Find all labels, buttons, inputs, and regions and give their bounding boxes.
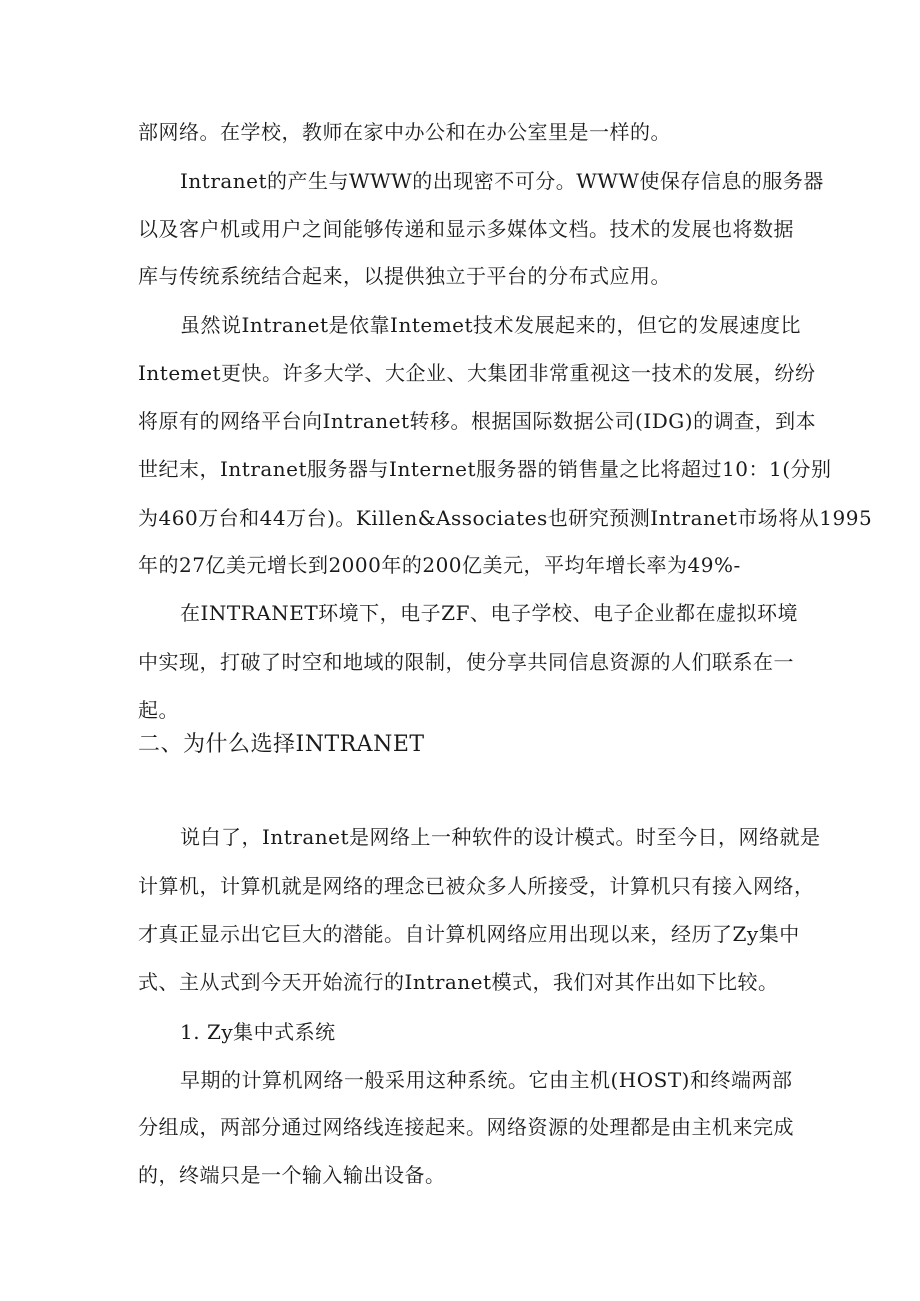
paragraph-6-line-2: 分组成，两部分通过网络线连接起来。网络资源的处理都是由主机来完成 — [138, 1115, 794, 1139]
paragraph-3-line-6: 年的27亿美元增长到2000年的200亿美元，平均年增长率为49%- — [138, 553, 741, 577]
paragraph-3-line-4: 世纪末，Intranet服务器与Internet服务器的销售量之比将超过10：1(分别 — [138, 457, 832, 481]
paragraph-3-line-1: 虽然说Intranet是依靠Intemet技术发展起来的，但它的发展速度比 — [180, 313, 802, 337]
paragraph-4-line-1: 在INTRANET环境下，电子ZF、电子学校、电子企业都在虚拟环境 — [180, 601, 798, 625]
paragraph-4-line-3: 起。 — [138, 698, 179, 722]
paragraph-5-line-1: 说白了，Intranet是网络上一种软件的设计模式。时至今日，网络就是 — [180, 825, 821, 849]
paragraph-2-line-3: 库与传统系统结合起来，以提供独立于平台的分布式应用。 — [138, 264, 671, 288]
paragraph-3-line-2: Intemet更快。许多大学、大企业、大集团非常重视这一技术的发展，纷纷 — [138, 361, 816, 385]
section-heading: 二、为什么选择INTRANET — [138, 732, 425, 757]
paragraph-2-line-2: 以及客户机或用户之间能够传递和显示多媒体文档。技术的发展也将数据 — [138, 217, 794, 241]
paragraph-6-line-3: 的，终端只是一个输入输出设备。 — [138, 1163, 446, 1187]
paragraph-1-line-1: 部网络。在学校，教师在家中办公和在办公室里是一样的。 — [138, 120, 671, 144]
paragraph-5-line-4: 式、主从式到今天开始流行的Intranet模式，我们对其作出如下比较。 — [138, 970, 779, 994]
paragraph-4-line-2: 中实现，打破了时空和地域的限制，使分享共同信息资源的人们联系在一 — [138, 650, 794, 674]
paragraph-6-line-1: 早期的计算机网络一般采用这种系统。它由主机(HOST)和终端两部 — [180, 1068, 793, 1092]
paragraph-2-line-1: Intranet的产生与WWW的出现密不可分。WWW使保存信息的服务器 — [180, 169, 824, 193]
paragraph-5-line-2: 计算机，计算机就是网络的理念已被众多人所接受，计算机只有接入网络， — [138, 874, 815, 898]
subheading: 1. Zy集中式系统 — [180, 1020, 336, 1044]
paragraph-3-line-5: 为460万台和44万台)。Killen&Associates也研究预测Intranet市场将从1995 — [138, 506, 873, 530]
paragraph-5-line-3: 才真正显示出它巨大的潜能。自计算机网络应用出现以来，经历了Zy集中 — [138, 922, 800, 946]
paragraph-3-line-3: 将原有的网络平台向Intranet转移。根据国际数据公司(IDG)的调查，到本 — [138, 409, 817, 433]
